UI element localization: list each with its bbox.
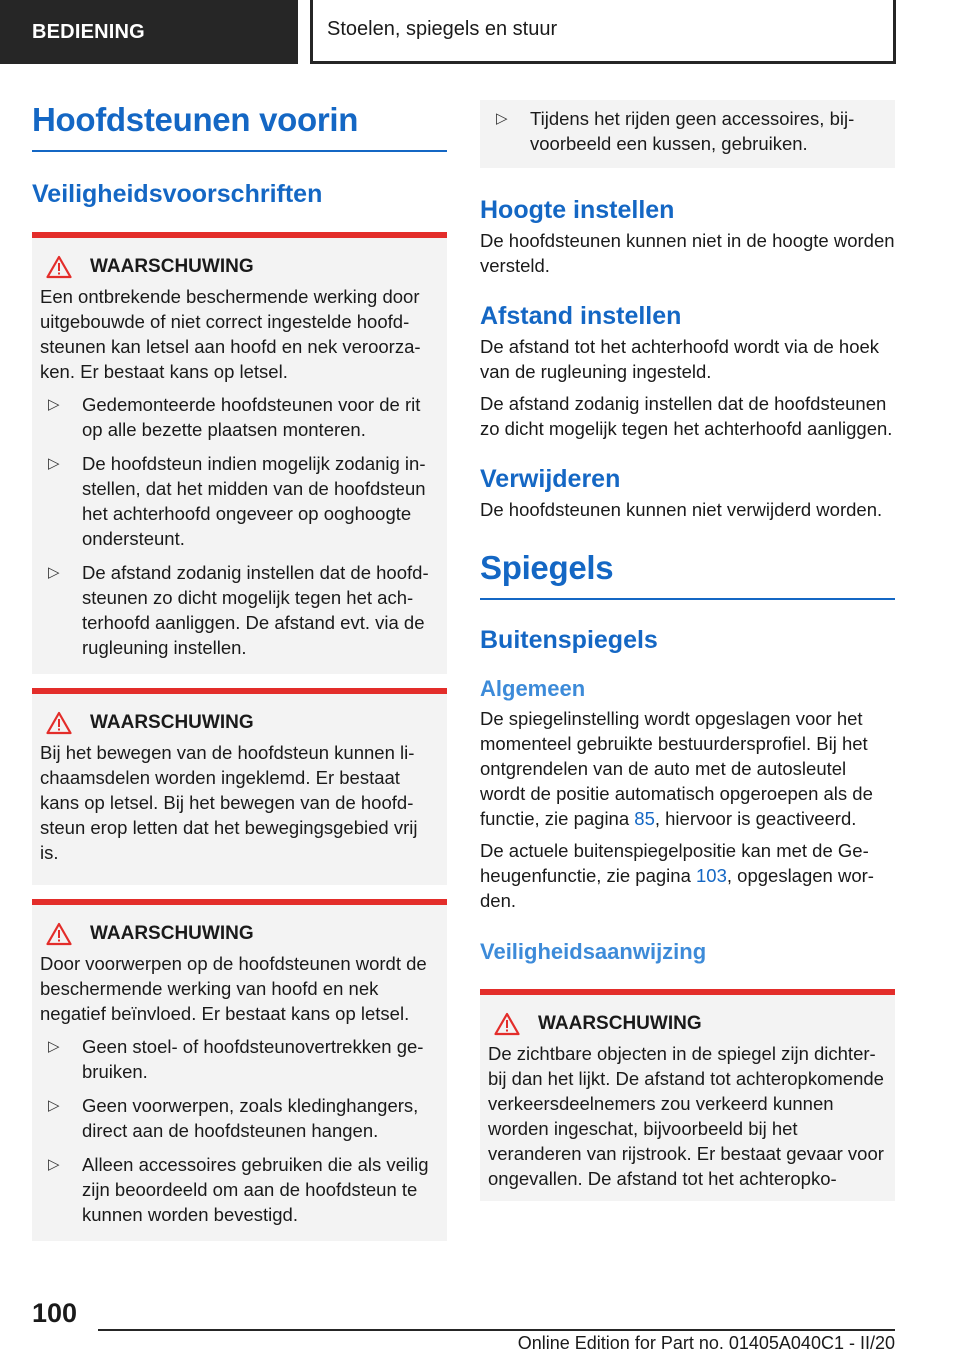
distance-text-1: De afstand tot het achterhoofd wordt via de hoek van de rugleuning ingesteld. <box>480 336 880 382</box>
warning-list <box>488 106 887 156</box>
warning-box <box>32 899 447 1241</box>
warning-title: WAARSCHUWING <box>90 256 254 277</box>
section-heading-safety: Veiligheidsvoorschriften <box>32 180 323 208</box>
edition-text: Online Edition for Part no. 01405A040C1 - II/20 <box>517 1333 895 1353</box>
right-column <box>480 100 895 1201</box>
warning-triangle-icon <box>46 255 72 279</box>
warning-triangle-icon <box>46 922 72 946</box>
list-item: ▷ Gedemonteerde hoofdsteunen voor de rit op alle bezette plaatsen monteren. <box>48 394 421 440</box>
general-text-1: De spiegelinstelling wordt opgeslagen voor het momenteel gebruikte bestuurdersprofiel. Bij het ontgrendelen van de auto met de autosleutel wordt de positie automatisch opgeroepen als de functie, zie pagina 85, hiervoor is geactiveerd. <box>480 708 873 829</box>
section-heading-distance: Afstand instellen <box>480 302 682 330</box>
left-column <box>32 100 447 1241</box>
distance-text-2: De afstand zodanig instellen dat de hoofdsteunen zo dicht mogelijk tegen het achterhoofd aanliggen. <box>480 393 893 439</box>
height-text: De hoofdsteunen kunnen niet in de hoogte worden versteld. <box>480 230 895 276</box>
triangle-bullet-icon: ▷ <box>48 1156 60 1173</box>
section-heading-outside-mirrors: Buitenspiegels <box>480 626 658 654</box>
warning-title-row <box>40 921 439 947</box>
list-item: ▷ De hoofdsteun indien mogelijk zodanig instellen, dat het midden van de hoofdsteun het achterhoofd ongeveer op ooghoogte ondersteunt. <box>48 453 426 549</box>
page-header <box>0 0 960 64</box>
warning-box <box>32 232 447 674</box>
warning-text: Een ontbrekende beschermende werking door uitgebouwde of niet correct ingestelde hoofdsteunen kan letsel aan hoofd en nek veroorzaken. Er bestaat kans op letsel. <box>40 286 421 382</box>
list-item: ▷ Geen stoel- of hoofdsteunovertrekken gebruiken. <box>48 1036 424 1082</box>
warning-triangle-icon <box>46 711 72 735</box>
list-item: ▷ Alleen accessoires gebruiken die als veilig zijn beoordeeld om aan de hoofdsteun te kunnen worden bevestigd. <box>48 1154 429 1225</box>
warning-title-row <box>40 254 439 280</box>
warning-box <box>32 688 447 885</box>
triangle-bullet-icon: ▷ <box>48 455 60 472</box>
page-number: 100 <box>32 1298 78 1328</box>
warning-text: De zichtbare objecten in de spiegel zijn dichterbij dan het lijkt. De afstand tot achteropkomende verkeersdeelnemers zou verkeerd kunnen worden ingeschat, bijvoorbeeld bij het veranderen van rijstrook. Er bestaat gevaar voor ongevallen. De afstand tot het achteropko- <box>488 1043 884 1189</box>
triangle-bullet-icon: ▷ <box>48 396 60 413</box>
chapter-label: Stoelen, spiegels en stuur <box>310 0 896 64</box>
warning-list <box>40 1034 439 1227</box>
warning-title-row <box>40 710 439 736</box>
warning-triangle-icon <box>494 1012 520 1036</box>
page-title: Hoofdsteunen voorin <box>32 100 447 152</box>
list-item: ▷ Tijdens het rijden geen accessoires, bijvoorbeeld een kussen, gebruiken. <box>496 108 855 154</box>
page-link-103[interactable]: 103 <box>696 865 727 886</box>
continued-warning-box <box>480 100 895 168</box>
triangle-bullet-icon: ▷ <box>48 564 60 581</box>
general-text-2: De actuele buitenspiegelpositie kan met de Geheugenfunctie, zie pagina 103, opgeslagen worden. <box>480 840 874 911</box>
warning-title-row <box>488 1011 887 1037</box>
warning-box <box>480 989 895 1201</box>
warning-list <box>40 392 439 660</box>
list-item: ▷ Geen voorwerpen, zoals kledinghangers, direct aan de hoofdsteunen hangen. <box>48 1095 419 1141</box>
subheading-safety-notice: Veiligheidsaanwijzing <box>480 939 707 964</box>
warning-text: Bij het bewegen van de hoofdsteun kunnen lichaamsdelen worden ingeklemd. Er bestaat kans op letsel. Bij het bewegen van de hoofdsteun erop letten dat het bewegingsgebied vrij is. <box>40 742 418 863</box>
triangle-bullet-icon: ▷ <box>48 1038 60 1055</box>
subheading-general: Algemeen <box>480 676 586 701</box>
section-heading-height: Hoogte instellen <box>480 196 675 224</box>
warning-title: WAARSCHUWING <box>90 712 254 733</box>
triangle-bullet-icon: ▷ <box>496 110 508 127</box>
section-heading-remove: Verwijderen <box>480 465 621 493</box>
list-item: ▷ De afstand zodanig instellen dat de hoofdsteunen zo dicht mogelijk tegen het achterhoofd aanliggen. De afstand evt. via de rugleuning instellen. <box>48 562 429 658</box>
warning-title: WAARSCHUWING <box>90 923 254 944</box>
footer-divider <box>98 1329 895 1331</box>
triangle-bullet-icon: ▷ <box>48 1097 60 1114</box>
warning-title: WAARSCHUWING <box>538 1013 702 1034</box>
section-label: BEDIENING <box>0 0 298 64</box>
section-title-mirrors: Spiegels <box>480 548 895 600</box>
remove-text: De hoofdsteunen kunnen niet verwijderd worden. <box>480 499 883 520</box>
page-link-85[interactable]: 85 <box>634 808 655 829</box>
warning-text: Door voorwerpen op de hoofdsteunen wordt de beschermende werking van hoofd en nek negatief beïnvloed. Er bestaat kans op letsel. <box>40 953 427 1024</box>
